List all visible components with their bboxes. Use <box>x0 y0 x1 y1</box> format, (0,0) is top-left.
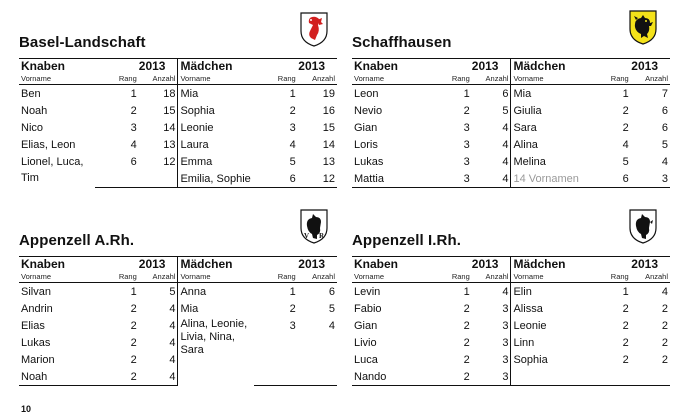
table-row <box>19 119 337 136</box>
boy-name: Levin <box>354 286 381 298</box>
girls-header: Mädchen <box>511 257 587 273</box>
table-row <box>352 136 670 153</box>
boy-name: Silvan <box>21 286 51 298</box>
first-name-label: Vorname <box>178 272 254 283</box>
girl-name: Alina, Leonie, Livia, Nina, Sara <box>180 318 248 356</box>
girl-rank: 2 <box>622 337 629 349</box>
count-label: Anzahl <box>298 74 337 85</box>
rank-label: Rang <box>587 272 631 283</box>
rank-label: Rang <box>95 74 139 85</box>
girl-name: Sophia <box>513 354 548 366</box>
count-label: Anzahl <box>631 272 670 283</box>
boy-count: 4 <box>472 170 511 188</box>
names-table <box>19 58 337 188</box>
girl-name: Mia <box>180 303 199 315</box>
table-row <box>19 153 337 170</box>
girl-count: 19 <box>322 88 335 100</box>
first-name-label: Vorname <box>19 74 95 85</box>
year-header: 2013 <box>428 257 511 273</box>
svg-text:V: V <box>304 232 310 240</box>
year-header: 2013 <box>254 59 337 75</box>
girl-rank: 2 <box>289 105 296 117</box>
boy-count: 3 <box>472 351 511 368</box>
girl-name: Laura <box>180 139 209 151</box>
girl-count: 6 <box>661 122 668 134</box>
boys-header: Knaben <box>352 59 428 75</box>
girl-count <box>298 351 337 368</box>
boy-count: 4 <box>472 119 511 136</box>
boy-name: Elias <box>21 320 45 332</box>
boy-rank: 1 <box>463 286 470 298</box>
first-name-label: Vorname <box>178 74 254 85</box>
girl-rank: 5 <box>622 156 629 168</box>
boy-rank: 2 <box>130 354 137 366</box>
boy-count: 4 <box>139 368 178 386</box>
panel-title: Basel-Landschaft <box>19 34 146 51</box>
boy-count: 13 <box>139 136 178 153</box>
boys-header: Knaben <box>352 257 428 273</box>
table-row <box>352 119 670 136</box>
first-name-label: Vorname <box>352 272 428 283</box>
boy-name: Loris <box>354 139 378 151</box>
girl-name: Mia <box>180 88 199 100</box>
boy-name: Elias, Leon <box>21 139 76 151</box>
boy-rank: 2 <box>463 105 470 117</box>
basel-landschaft-crest-icon <box>299 11 329 47</box>
boy-name: Lukas <box>21 337 51 349</box>
table-row <box>19 317 337 334</box>
boy-name: Fabio <box>354 303 382 315</box>
girl-count: 2 <box>661 337 668 349</box>
panel-title: Appenzell A.Rh. <box>19 232 135 249</box>
count-label: Anzahl <box>298 272 337 283</box>
girls-header: Mädchen <box>511 59 587 75</box>
table-row <box>19 300 337 317</box>
boy-rank: 1 <box>130 88 137 100</box>
year-header: 2013 <box>95 59 178 75</box>
girl-rank: 1 <box>289 286 296 298</box>
girl-count <box>631 368 670 386</box>
schaffhausen-crest-icon <box>628 9 658 45</box>
girl-name: Leonie <box>180 122 214 134</box>
boy-rank: 2 <box>130 320 137 332</box>
girl-rank: 3 <box>289 320 296 332</box>
year-header: 2013 <box>95 257 178 273</box>
table-row <box>352 153 670 170</box>
boy-name: Lionel, Luca, Tim <box>21 156 84 184</box>
girl-count: 7 <box>661 88 668 100</box>
count-label: Anzahl <box>472 272 511 283</box>
boy-count: 14 <box>139 119 178 136</box>
year-header: 2013 <box>587 257 670 273</box>
girls-header: Mädchen <box>178 257 254 273</box>
girl-name: Giulia <box>513 105 542 117</box>
rank-label: Rang <box>587 74 631 85</box>
appenzell-ar-crest-icon <box>299 208 329 244</box>
count-label: Anzahl <box>472 74 511 85</box>
girl-count: 4 <box>328 320 335 332</box>
girl-name: Emma <box>180 156 213 168</box>
girl-count: 4 <box>661 286 668 298</box>
boy-count: 12 <box>139 153 178 170</box>
girl-count <box>298 334 337 351</box>
girl-name: Sara <box>513 122 537 134</box>
girl-name: Alissa <box>513 303 543 315</box>
table-row <box>19 85 337 103</box>
girl-rank: 1 <box>622 286 629 298</box>
girl-name <box>511 368 587 386</box>
boy-count: 4 <box>472 283 511 301</box>
boy-rank: 3 <box>130 122 137 134</box>
girl-rank: 2 <box>622 303 629 315</box>
girl-name: Sophia <box>180 105 215 117</box>
girl-rank: 6 <box>587 170 631 188</box>
girl-rank: 3 <box>289 122 296 134</box>
boy-rank: 1 <box>463 88 470 100</box>
table-row <box>19 136 337 153</box>
girl-count: 2 <box>661 303 668 315</box>
boy-rank: 4 <box>130 139 137 151</box>
girl-rank: 6 <box>254 170 298 188</box>
girl-name: Melina <box>513 156 546 168</box>
year-header: 2013 <box>254 257 337 273</box>
girl-count: 12 <box>298 170 337 188</box>
boy-name: Livio <box>354 337 377 349</box>
boy-count: 4 <box>139 334 178 351</box>
boy-name: Ben <box>21 88 41 100</box>
boy-rank: 2 <box>463 303 470 315</box>
boy-count: 3 <box>472 300 511 317</box>
table-row <box>352 351 670 368</box>
boy-name: Noah <box>19 368 95 386</box>
boy-count: 18 <box>139 85 178 103</box>
girl-rank: 2 <box>289 303 296 315</box>
girl-rank: 1 <box>289 88 296 100</box>
panel-title: Appenzell I.Rh. <box>352 232 462 249</box>
girl-count: 15 <box>322 122 335 134</box>
boy-rank: 2 <box>130 337 137 349</box>
table-row <box>352 283 670 301</box>
boy-count: 4 <box>139 351 178 368</box>
boys-header: Knaben <box>19 59 95 75</box>
boy-rank: 2 <box>130 303 137 315</box>
table-row <box>19 283 337 301</box>
girl-rank: 5 <box>289 156 296 168</box>
first-name-label: Vorname <box>511 74 587 85</box>
rank-label: Rang <box>428 74 472 85</box>
table-row <box>19 102 337 119</box>
svg-text:R: R <box>319 232 325 240</box>
boy-name: Lukas <box>354 156 384 168</box>
boy-rank: 3 <box>463 122 470 134</box>
table-row <box>352 300 670 317</box>
boy-name: Andrin <box>21 303 53 315</box>
girl-rank: 2 <box>622 122 629 134</box>
boy-rank: 1 <box>130 286 137 298</box>
boy-rank: 2 <box>428 368 472 386</box>
girl-rank: 2 <box>622 320 629 332</box>
girl-count: 14 <box>322 139 335 151</box>
first-name-label: Vorname <box>511 272 587 283</box>
boy-rank: 3 <box>428 170 472 188</box>
girl-count: 3 <box>631 170 670 188</box>
girl-count: 2 <box>661 354 668 366</box>
girl-rank: 2 <box>622 354 629 366</box>
boy-count: 4 <box>139 317 178 334</box>
first-name-label: Vorname <box>352 74 428 85</box>
names-table <box>352 58 670 188</box>
boy-rank: 6 <box>130 156 137 168</box>
boy-rank: 3 <box>463 156 470 168</box>
boy-rank: 2 <box>130 105 137 117</box>
boy-rank: 2 <box>463 320 470 332</box>
boy-name: Gian <box>354 320 378 332</box>
girl-rank: 4 <box>622 139 629 151</box>
girl-rank <box>254 368 298 386</box>
count-label: Anzahl <box>139 272 178 283</box>
appenzell-ir-crest-icon <box>628 208 658 244</box>
boy-name: Noah <box>21 105 48 117</box>
girl-name: Linn <box>513 337 535 349</box>
girl-rank: 4 <box>289 139 296 151</box>
year-header: 2013 <box>587 59 670 75</box>
girl-name: 14 Vornamen <box>511 170 587 188</box>
rank-label: Rang <box>428 272 472 283</box>
names-table <box>352 256 670 386</box>
boy-rank: 2 <box>463 337 470 349</box>
girl-count: 5 <box>328 303 335 315</box>
girl-name: Anna <box>180 286 207 298</box>
boy-count: 3 <box>472 368 511 386</box>
girl-rank: 2 <box>622 105 629 117</box>
boy-name: Nando <box>352 368 428 386</box>
year-header: 2013 <box>428 59 511 75</box>
table-row <box>352 368 670 386</box>
girl-rank <box>587 368 631 386</box>
boy-name: Marion <box>21 354 55 366</box>
boy-count: 6 <box>472 85 511 103</box>
boy-count: 4 <box>472 136 511 153</box>
girl-name: Elin <box>513 286 532 298</box>
boy-rank: 2 <box>95 368 139 386</box>
girl-count: 5 <box>661 139 668 151</box>
boys-header: Knaben <box>19 257 95 273</box>
page-number: 10 <box>21 404 32 414</box>
count-label: Anzahl <box>139 74 178 85</box>
table-row <box>352 85 670 103</box>
girl-rank <box>254 351 298 368</box>
boy-name: Mattia <box>352 170 428 188</box>
rank-label: Rang <box>254 272 298 283</box>
table-row <box>352 317 670 334</box>
girls-header: Mädchen <box>178 59 254 75</box>
count-label: Anzahl <box>631 74 670 85</box>
boy-rank: 3 <box>463 139 470 151</box>
table-row <box>352 334 670 351</box>
names-table <box>19 256 337 386</box>
boy-count: 3 <box>472 317 511 334</box>
rank-label: Rang <box>95 272 139 283</box>
girl-name: Leonie <box>513 320 547 332</box>
boy-rank: 2 <box>463 354 470 366</box>
girl-count <box>298 368 337 386</box>
girl-name: Alina <box>513 139 538 151</box>
boy-count: 5 <box>139 283 178 301</box>
boy-count: 15 <box>139 102 178 119</box>
boy-count: 4 <box>472 153 511 170</box>
girl-count: 16 <box>322 105 335 117</box>
girl-rank: 1 <box>622 88 629 100</box>
girl-count: 4 <box>661 156 668 168</box>
panel-title: Schaffhausen <box>352 34 452 51</box>
boy-count: 3 <box>472 334 511 351</box>
rank-label: Rang <box>254 74 298 85</box>
boy-name: Nico <box>21 122 44 134</box>
boy-name: Luca <box>354 354 378 366</box>
boy-count: 4 <box>139 300 178 317</box>
boy-count: 5 <box>472 102 511 119</box>
boy-name: Gian <box>354 122 378 134</box>
girl-count: 6 <box>328 286 335 298</box>
boy-name: Nevio <box>354 105 383 117</box>
table-row <box>352 102 670 119</box>
girl-name: Mia <box>513 88 532 100</box>
girl-count: 2 <box>661 320 668 332</box>
table-row <box>352 170 670 188</box>
first-name-label: Vorname <box>19 272 95 283</box>
girl-rank <box>254 334 298 351</box>
girl-count: 6 <box>661 105 668 117</box>
girl-count: 13 <box>322 156 335 168</box>
boy-name: Leon <box>354 88 379 100</box>
girl-name: Emilia, Sophie <box>178 170 254 188</box>
